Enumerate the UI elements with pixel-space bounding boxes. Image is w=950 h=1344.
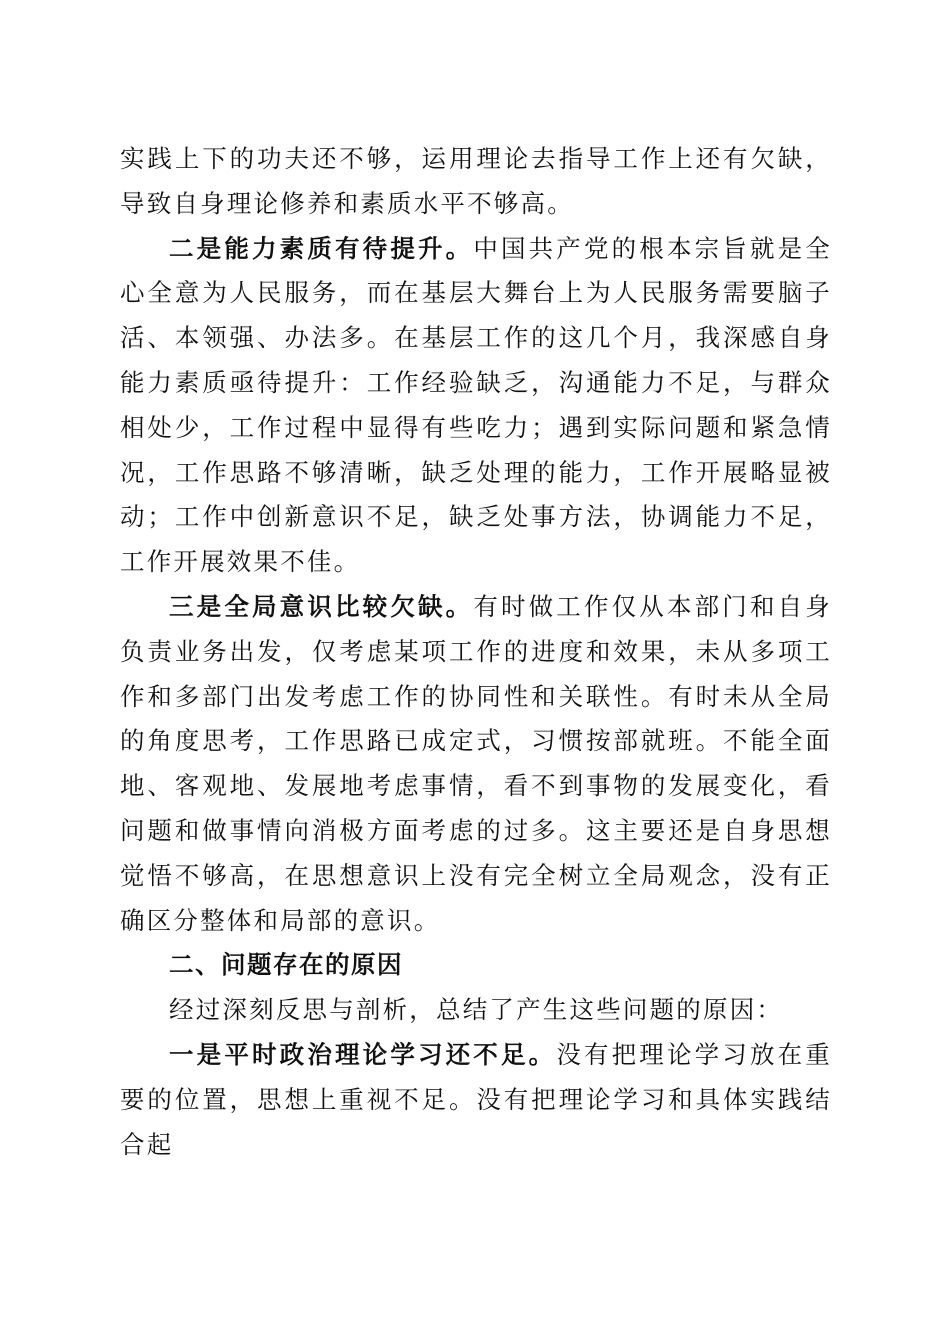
paragraph-ability [120, 227, 832, 585]
section-heading: 二、问题存在的原因 [169, 950, 403, 980]
document-page [120, 137, 832, 1167]
paragraph-overall [120, 585, 832, 943]
paragraph-theory [120, 1033, 832, 1167]
paragraph-intro: 经过深刻反思与剖析，总结了产生这些问题的原因： [169, 995, 784, 1025]
paragraph-lead: 一是平时政治理论学习还不足。 [169, 1039, 557, 1069]
paragraph-lead: 二是能力素质有待提升。 [169, 233, 474, 263]
paragraph-body: 有时做工作仅从本部门和自身负责业务出发，仅考虑某项工作的进度和效果，未从多项工作和多部门出发考虑工作的协同性和关联性。有时未从全局的角度思考，工作思路已成定式，习惯按部就班。不能全面地、客观地、发展地考虑事情，看不到事物的发展变化，看问题和做事情向消极方面考虑的过多。这主要还是自身思想觉悟不够高，在思想意识上没有完全树立全局观念，没有正确区分整体和局部的意识。 [120, 591, 832, 935]
paragraph-continuation: 实践上下的功夫还不够，运用理论去指导工作上还有欠缺，导致自身理论修养和素质水平不够高。 [120, 144, 832, 218]
paragraph-body: 没有把理论学习放在重要的位置，思想上重视不足。没有把理论学习和具体实践结合起 [120, 1039, 832, 1159]
paragraph-body: 中国共产党的根本宗旨就是全心全意为人民服务，而在基层大舞台上为人民服务需要脑子活、本领强、办法多。在基层工作的这几个月，我深感自身能力素质亟待提升：工作经验缺乏，沟通能力不足，与群众相处少，工作过程中显得有些吃力；遇到实际问题和紧急情况，工作思路不够清晰，缺乏处理的能力，工作开展略显被动；工作中创新意识不足，缺乏处事方法，协调能力不足，工作开展效果不佳。 [120, 233, 832, 577]
paragraph-lead: 三是全局意识比较欠缺。 [169, 591, 474, 621]
